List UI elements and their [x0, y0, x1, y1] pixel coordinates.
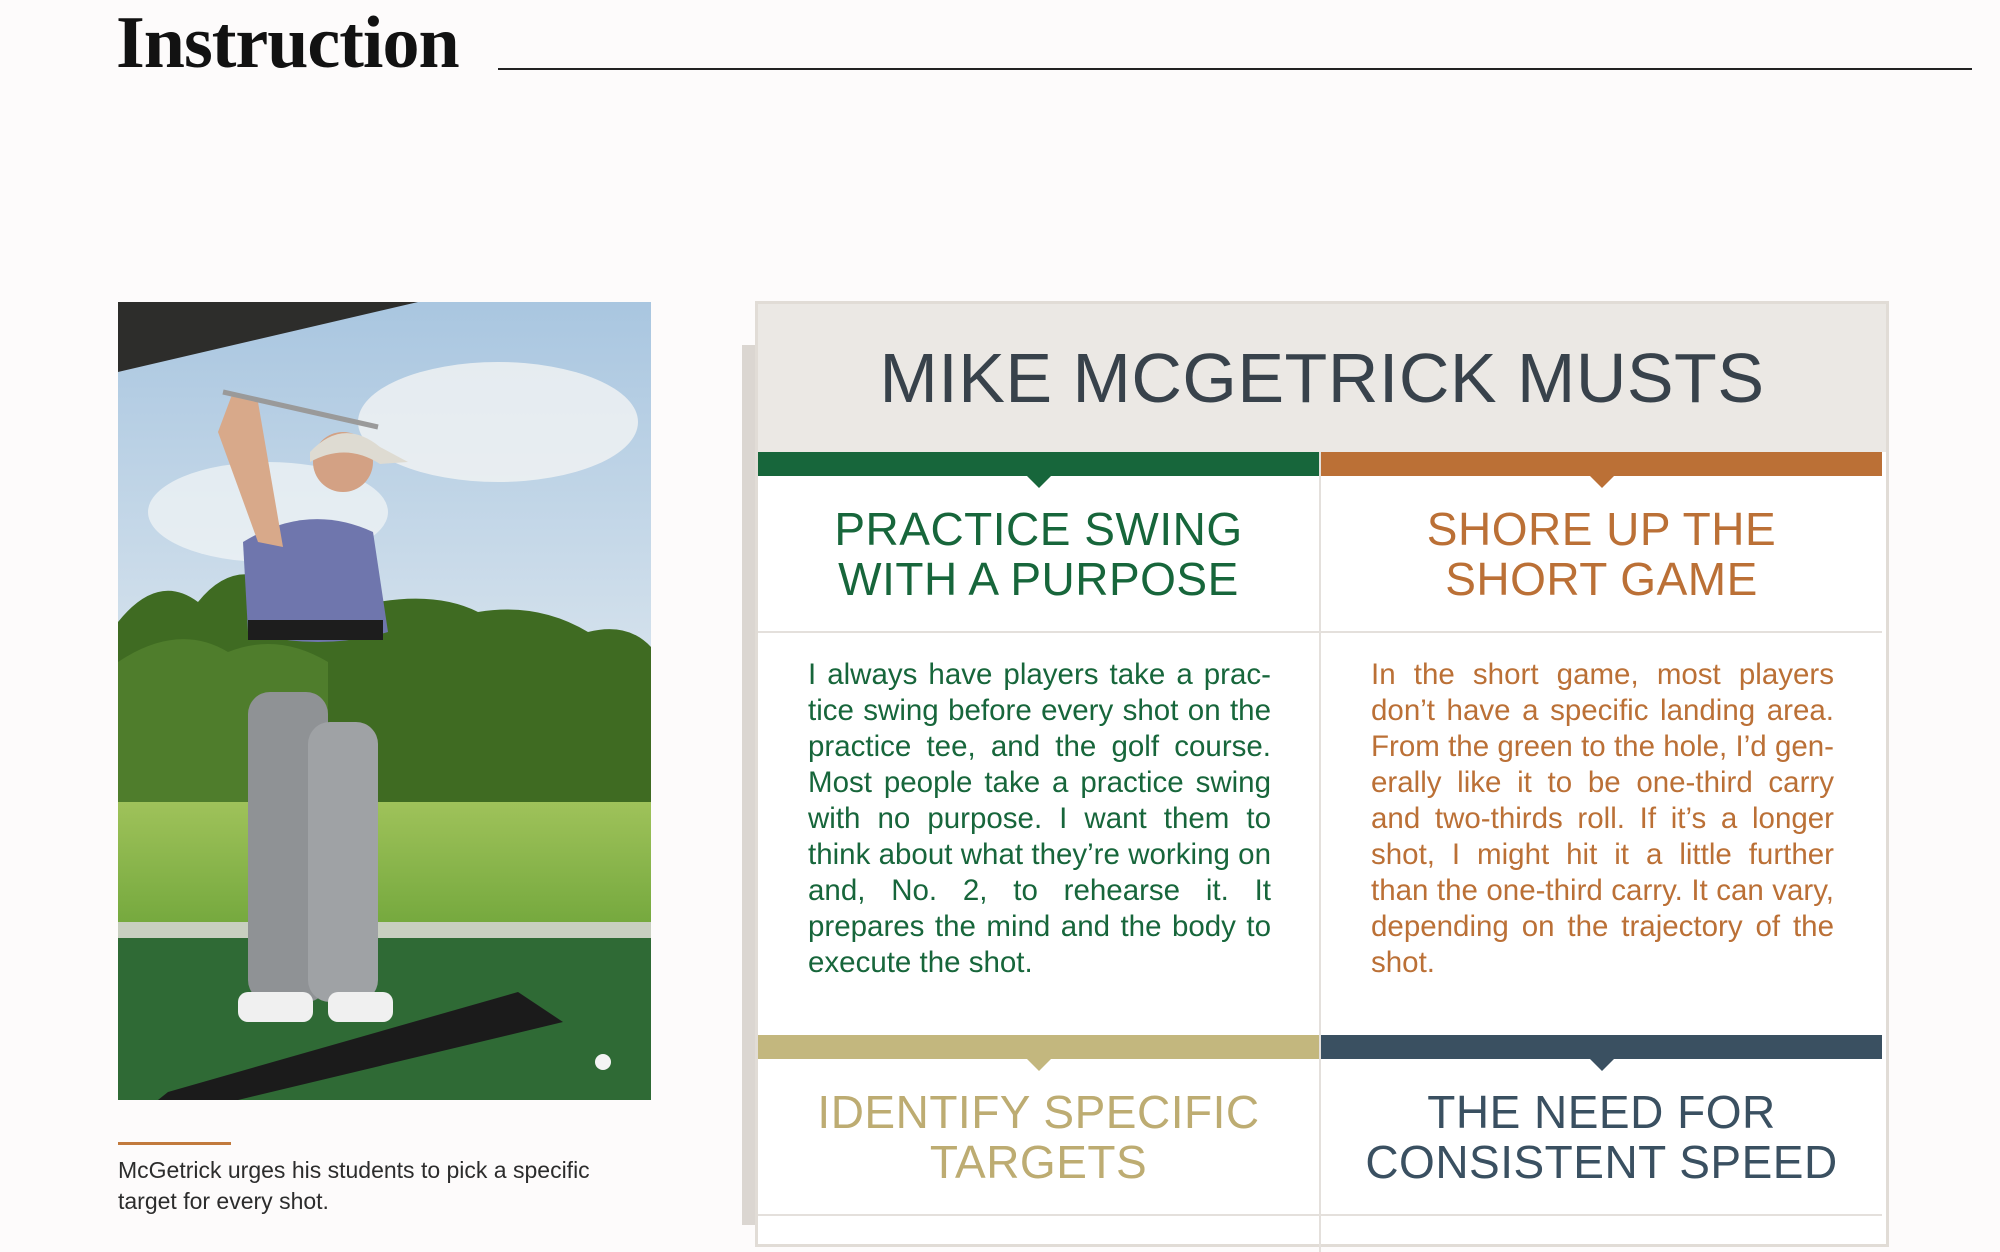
box-shadow — [742, 345, 756, 1225]
tip-color-bar — [758, 1035, 1319, 1059]
box-header — [758, 304, 1886, 452]
tip-body: I always have players take a prac-tice swing before every shot on the practice tee, and the golf course. Most people take a practice swing with no purpose. I want them to think about what they’re working on and, No. 2, to rehearse it. It prepares the mind and the body to execute the shot. — [808, 658, 1271, 979]
tip-color-bar — [1321, 1035, 1882, 1059]
tip-body: In the short game, most players don’t have a specific landing area. From the green to the hole, I’d gen-erally like it to be one-third carry and two-thirds roll. If it’s a longer shot, I might hit it a little further than the one-third carry. It can vary, depending on the trajectory of the shot. — [1371, 658, 1834, 979]
tip-color-bar — [1321, 452, 1882, 476]
box-title: MIKE MCGETRICK MUSTS — [879, 339, 1765, 417]
tip-color-bar — [758, 452, 1319, 476]
title-rule — [498, 68, 1972, 70]
golfer-illustration — [118, 302, 651, 1100]
section-title: Instruction — [116, 2, 459, 84]
golfer-photo — [118, 302, 651, 1100]
tip-cell — [1321, 452, 1882, 981]
musts-box — [755, 301, 1889, 1247]
caption-rule — [118, 1142, 231, 1145]
photo-caption: McGetrick urges his students to pick a specific target for every shot. — [118, 1157, 590, 1214]
tip-cell — [758, 452, 1321, 981]
tip-heading-area — [758, 1059, 1319, 1216]
tip-heading: SHORE UP THE SHORT GAME — [1426, 502, 1777, 605]
tip-heading-area — [1321, 1059, 1882, 1216]
tip-heading-area — [758, 476, 1319, 633]
column-divider — [1319, 452, 1321, 1252]
tip-heading: PRACTICE SWING WITH A PURPOSE — [834, 502, 1243, 605]
tip-cell — [1321, 1035, 1882, 1216]
tip-cell — [758, 1035, 1321, 1216]
tip-heading: IDENTIFY SPECIFIC TARGETS — [817, 1085, 1260, 1188]
tip-heading-area — [1321, 476, 1882, 633]
tip-heading: THE NEED FOR CONSISTENT SPEED — [1365, 1085, 1838, 1188]
